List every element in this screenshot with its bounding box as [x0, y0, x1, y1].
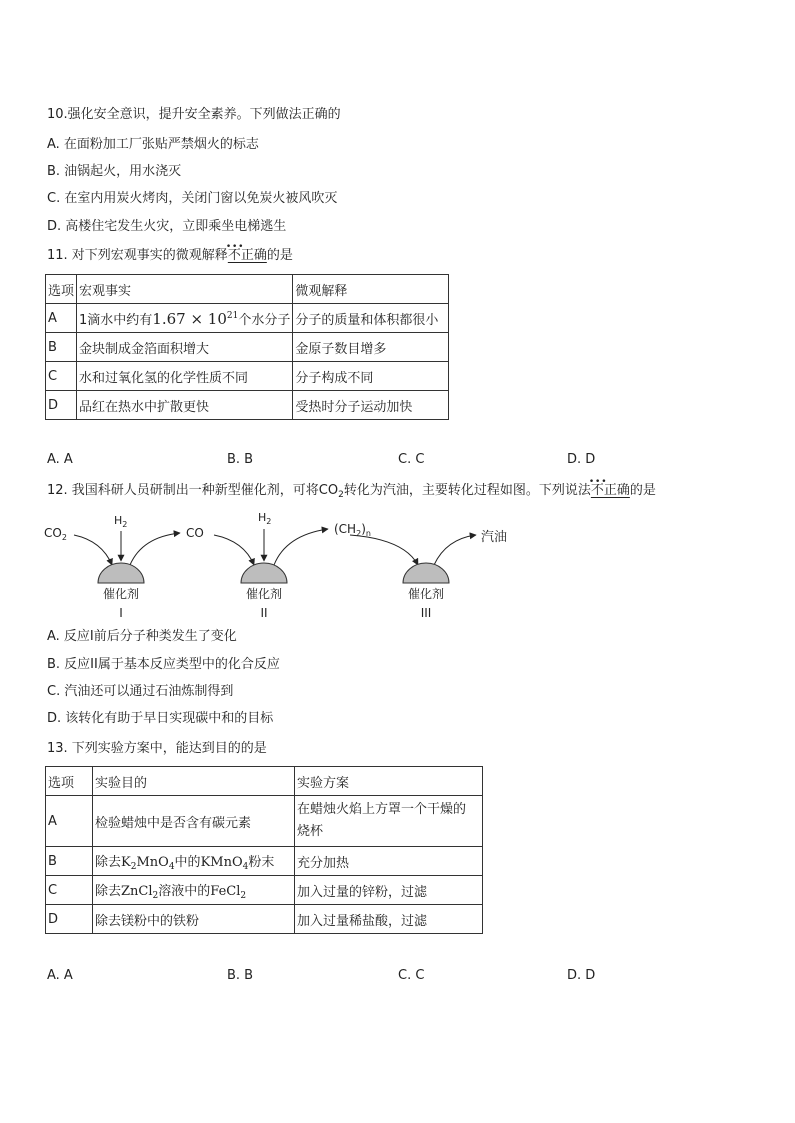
arrow-ch2-in [350, 535, 418, 565]
q10-option-b: B. 油锅起火，用水浇灭 [47, 164, 182, 179]
catalyst-label-1: 催化剂 [102, 587, 140, 601]
table-cell: A [46, 304, 77, 333]
table-row [46, 905, 483, 934]
table-cell: 1滴水中约有$1.67 \times 10^{21}$个水分子 [77, 304, 293, 333]
table-cell: 加入过量稀盐酸，过滤 [295, 905, 483, 934]
q12-option-c: C. 汽油还可以通过石油炼制得到 [47, 684, 234, 699]
table-cell: D [46, 391, 77, 420]
table-cell: 充分加热 [295, 847, 483, 876]
roman-label-1: I [119, 606, 123, 620]
q11-answer-options [47, 452, 747, 470]
table-cell: C [46, 362, 77, 391]
table-cell: 除去$K_2MnO_4$中的KMnO$_4$粉末 [93, 847, 295, 876]
table-header: 微观解释 [293, 275, 449, 304]
co-label: CO [186, 526, 204, 540]
table-cell: 在蜡烛火焰上方罩一个干燥的 烧杯 [295, 796, 483, 847]
q10-option-c: C. 在室内用炭火烤肉，关闭门窗以免炭火被风吹灭 [47, 191, 338, 206]
arrow-ch2-out [274, 529, 328, 565]
answer-option-b: B. B [227, 452, 254, 467]
table-cell: C [46, 876, 93, 905]
table-cell: 品红在热水中扩散更快 [77, 391, 293, 420]
table-header: 选项 [46, 275, 77, 304]
q10-option-d: D. 高楼住宅发生火灾，立即乘坐电梯逃生 [47, 219, 287, 234]
table-cell: 金原子数目增多 [293, 333, 449, 362]
q11-stem: 11. 对下列宏观事实的微观解释不正确 • • •的是 [47, 247, 293, 265]
catalyst-dome-3 [403, 563, 449, 583]
q12-reaction-diagram [0, 505, 795, 625]
q11-table [45, 274, 449, 420]
q13-answer-options [47, 968, 747, 986]
table-row [46, 304, 449, 333]
table-header: 实验方案 [295, 767, 483, 796]
table-row [46, 362, 449, 391]
table-row [46, 767, 483, 796]
table-cell: B [46, 847, 93, 876]
catalyst-label-3: 催化剂 [407, 587, 445, 601]
table-cell: D [46, 905, 93, 934]
answer-option-d: D. D [567, 452, 596, 467]
h2-label-2: $H_2$ [258, 511, 272, 526]
answer-option-c: C. C [398, 968, 425, 983]
catalyst-dome-1 [98, 563, 144, 583]
answer-option-d: D. D [567, 968, 596, 983]
q12-option-a: A. 反应I前后分子种类发生了变化 [47, 629, 237, 644]
catalyst-dome-2 [241, 563, 287, 583]
table-row [46, 275, 449, 304]
co2-label: $CO_2$ [44, 526, 67, 542]
q12-emphasis: 不正确 • • • [591, 482, 630, 500]
table-cell: 分子的质量和体积都很小 [293, 304, 449, 333]
table-cell: 加入过量的锌粉，过滤 [295, 876, 483, 905]
gasoline-label: 汽油 [481, 530, 508, 545]
arrow-co2-in [74, 535, 112, 565]
answer-option-a: A. A [47, 968, 73, 983]
arrow-co-in [214, 535, 254, 565]
table-cell: 除去镁粉中的铁粉 [93, 905, 295, 934]
roman-label-2: II [260, 606, 268, 620]
table-row [46, 847, 483, 876]
table-cell: 除去ZnCl$_2$溶液中的FeCl$_2$ [93, 876, 295, 905]
table-cell: 分子构成不同 [293, 362, 449, 391]
table-cell: 金块制成金箔面积增大 [77, 333, 293, 362]
table-header: 宏观事实 [77, 275, 293, 304]
table-row [46, 391, 449, 420]
arrow-co-out [130, 533, 180, 565]
roman-label-3: III [420, 606, 432, 620]
table-cell: B [46, 333, 77, 362]
q11-emphasis: 不正确 • • • [228, 247, 267, 265]
answer-option-c: C. C [398, 452, 425, 467]
q12-option-d: D. 该转化有助于早日实现碳中和的目标 [47, 711, 274, 726]
q12-option-b: B. 反应II属于基本反应类型中的化合反应 [47, 657, 280, 672]
ch2-label: $(CH_2)_n$ [334, 522, 371, 538]
q10-stem: 10.强化安全意识，提升安全素养。下列做法正确的 [47, 107, 341, 122]
answer-option-b: B. B [227, 968, 254, 983]
table-cell: 检验蜡烛中是否含有碳元素 [93, 796, 295, 847]
table-header: 实验目的 [93, 767, 295, 796]
arrow-gasoline-out [434, 535, 476, 565]
table-cell: A [46, 796, 93, 847]
h2-label-1: $H_2$ [114, 514, 128, 529]
q10-option-a: A. 在面粉加工厂张贴严禁烟火的标志 [47, 137, 259, 152]
table-row [46, 796, 483, 847]
table-cell: 受热时分子运动加快 [293, 391, 449, 420]
table-header: 选项 [46, 767, 93, 796]
table-row [46, 333, 449, 362]
catalyst-label-2: 催化剂 [245, 587, 283, 601]
answer-option-a: A. A [47, 452, 73, 467]
table-row [46, 876, 483, 905]
q12-stem: 12. 我国科研人员研制出一种新型催化剂，可将$CO_2$转化为汽油，主要转化过程如图。下列说法不正确 • • •的是 [47, 482, 656, 504]
table-cell: 水和过氧化氢的化学性质不同 [77, 362, 293, 391]
q13-table [45, 766, 483, 934]
q13-stem: 13. 下列实验方案中，能达到目的的是 [47, 741, 267, 756]
